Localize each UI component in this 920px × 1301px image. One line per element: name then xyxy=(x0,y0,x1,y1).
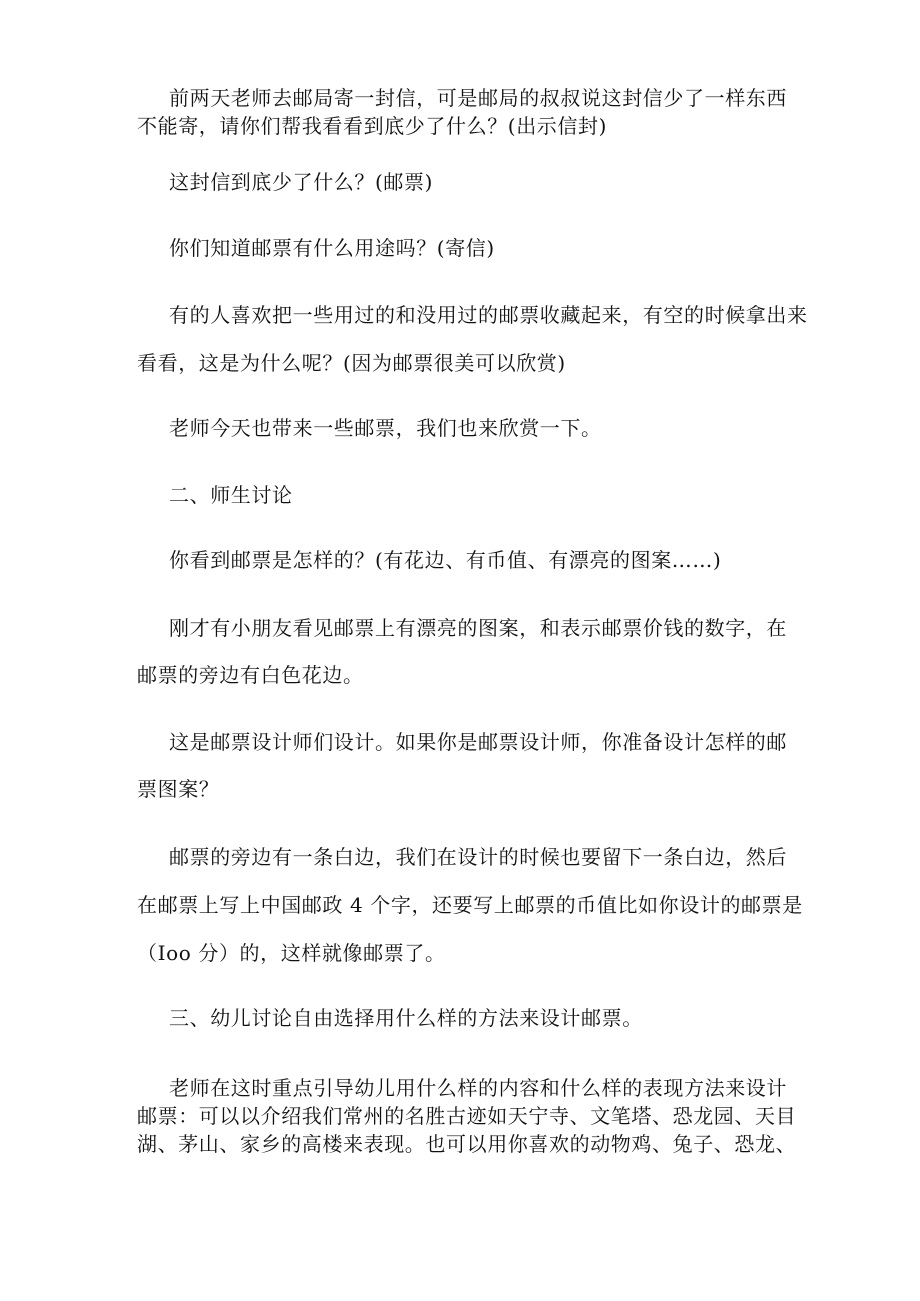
paragraph-line: 不能寄，请你们帮我看看到底少了什么？(出示信封) xyxy=(137,114,608,138)
paragraph-line: （Ioo 分）的，这样就像邮票了。 xyxy=(137,941,446,965)
paragraph-line: 老师在这时重点引导幼儿用什么样的内容和什么样的表现方法来设计 xyxy=(169,1076,787,1100)
paragraph-line: 湖、茅山、家乡的高楼来表现。也可以用你喜欢的动物鸡、兔子、恐龙、 xyxy=(137,1132,797,1156)
paragraph-line: 这是邮票设计师们设计。如果你是邮票设计师，你准备设计怎样的邮 xyxy=(169,730,787,754)
paragraph-line: 邮票的旁边有一条白边，我们在设计的时候也要留下一条白边，然后 xyxy=(169,845,787,869)
section-heading: 三、幼儿讨论自由选择用什么样的方法来设计邮票。 xyxy=(169,1006,643,1030)
paragraph-line: 邮票的旁边有白色花边。 xyxy=(137,663,364,687)
paragraph-line: 有的人喜欢把一些用过的和没用过的邮票收藏起来，有空的时候拿出来 xyxy=(169,303,808,327)
section-heading: 二、师生讨论 xyxy=(169,483,293,507)
paragraph-line: 这封信到底少了什么？(邮票) xyxy=(169,170,434,194)
paragraph-line: 看看，这是为什么呢？(因为邮票很美可以欣赏) xyxy=(137,351,566,375)
paragraph-line: 刚才有小朋友看见邮票上有漂亮的图案，和表示邮票价钱的数字，在 xyxy=(169,616,787,640)
paragraph-line: 前两天老师去邮局寄一封信，可是邮局的叔叔说这封信少了一样东西 xyxy=(169,86,787,110)
paragraph-line: 老师今天也带来一些邮票，我们也来欣赏一下。 xyxy=(169,416,602,440)
paragraph-line: 在邮票上写上中国邮政 4 个字，还要写上邮票的币值比如你设计的邮票是 xyxy=(137,893,803,917)
paragraph-line: 你们知道邮票有什么用途吗？(寄信) xyxy=(169,236,495,260)
paragraph-line: 你看到邮票是怎样的？(有花边、有币值、有漂亮的图案……) xyxy=(169,548,722,572)
paragraph-line: 邮票：可以以介绍我们常州的名胜古迹如天宁寺、文笔塔、恐龙园、天目 xyxy=(137,1104,797,1128)
paragraph-line: 票图案？ xyxy=(137,777,220,801)
